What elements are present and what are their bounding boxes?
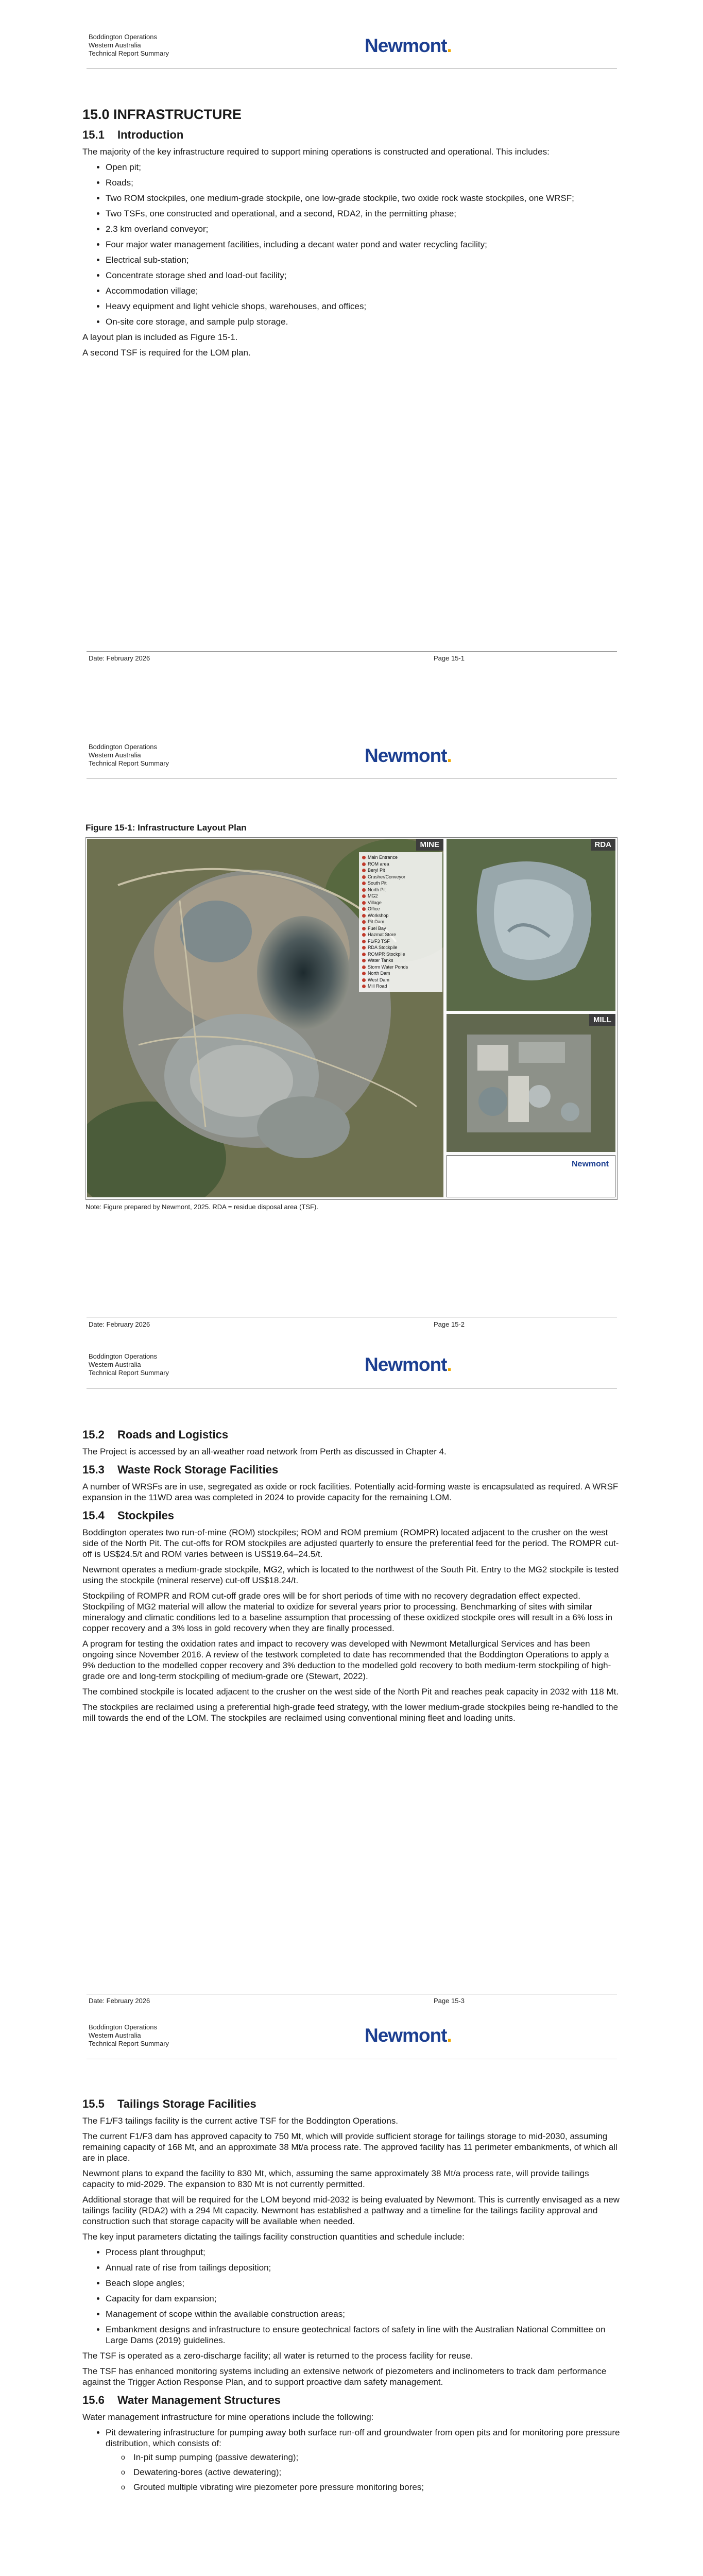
- list-item: • Two TSFs, one constructed and operational, and a second, RDA2, in the permitting phase;: [106, 208, 621, 219]
- paragraph: Additional storage that will be required for the LOM beyond mid-2032 is being evaluated by Newmont. This is currently envisaged as a new tailings facility (RDA2) with a 294 Mt capacity. Newmont has established a pathway and a timeline for the tailings facility approval and construction such that storage capacity will be available when needed.: [82, 2195, 620, 2226]
- paragraph: Boddington operates two run-of-mine (ROM) stockpiles; ROM and ROM premium (ROMPR) located adjacent to the crusher on the west side of the North Pit. The cut-offs for ROM stockpiles are adjusted quarterly to ensure the preferential feed for the period. The ROMPR cut-off is US$24.5/t and ROM varies between is US$19.64–24.5/t.: [82, 1528, 619, 1559]
- legend-entry: Workshop: [362, 912, 439, 919]
- mine-panel-label: MINE: [416, 839, 444, 851]
- list-item: • Two ROM stockpiles, one medium-grade stockpile, one low-grade stockpile, two oxide rock waste stockpiles, one WRSF;: [106, 193, 621, 204]
- paragraph: The TSF has enhanced monitoring systems including an extensive network of piezometers and inclinometers to track dam performance against the Trigger Action Response Plan, and to support proactive dam safety management.: [82, 2366, 607, 2387]
- mine-aerial-panel: [87, 839, 443, 1197]
- page-gap: [0, 667, 703, 673]
- paragraph: Stockpiling of ROMPR and ROM cut-off grade ores will be for short periods of time with no recovery degradation effect expected. Stockpiling of MG2 material will allow the material to oxidize for several years prior to processing. Benchmarking of sites with similar mineralogy and climatic conditions led to a baseline assumption that processing of these oxidized stockpile ores will result in a 6% loss in copper recovery and a 3% loss in gold recovery when they are finally processed.: [82, 1591, 613, 1633]
- paragraph: Newmont plans to expand the facility to 830 Mt, which, assuming the same approximately 38 Mt/a process rate, will provide tailings capacity to mid-2029. The expansion to 830 Mt is not currently permitted.: [82, 2168, 589, 2189]
- list-item: • Embankment designs and infrastructure to ensure geotechnical factors of safety in line with the Australian National Committee on Large Dams (2019) guidelines.: [106, 2324, 621, 2346]
- page-4: [0, 2015, 703, 2576]
- infrastructure-list: [82, 162, 621, 327]
- paragraph: A program for testing the oxidation rates and impact to recovery was developed with Newmont Metallurgical Services and has been ongoing since November 2016. A review of the testwork completed to date has recommended that the Boddington Operations to apply a 9% deduction to the modelled copper recovery and 3% deduction to the modelled gold recovery to both medium-term stockpiling of high-grade ore and long-term stockpiling of medium-grade ore (Stewart, 2022).: [82, 1639, 611, 1681]
- section-heading: 15.3 Waste Rock Storage Facilities: [82, 1463, 279, 1476]
- page-header: Boddington Operations Western Australia Technical Report Summary: [89, 33, 169, 57]
- page-1: [0, 0, 703, 667]
- list-item: • Concentrate storage shed and load-out facility;: [106, 270, 621, 281]
- page-number: Page 15-2: [434, 1320, 465, 1328]
- sub-list: [106, 2452, 621, 2493]
- legend-entry: Pit Dam: [362, 919, 439, 925]
- legend-entry: Storm Water Ponds: [362, 964, 439, 971]
- legend-entry: ROM area: [362, 861, 439, 868]
- paragraph: Water management infrastructure for mine operations include the following:: [82, 2412, 374, 2422]
- paragraph: A number of WRSFs are in use, segregated as oxide or rock facilities. Potentially acid-forming waste is encapsulated as required. A WRSF expansion in the 11WD area was completed in 2024 to provide capacity for the remaining LOM.: [82, 1482, 619, 1502]
- newmont-logo: Newmont.: [365, 1354, 452, 1375]
- footer-rule: [87, 651, 617, 652]
- page-3: [0, 1345, 703, 2009]
- paragraph: Newmont operates a medium-grade stockpile, MG2, which is located to the northwest of the South Pit. Entry to the MG2 stockpile is tested using the stockpile (mineral reserve) cut-off US$18.24/t.: [82, 1565, 619, 1585]
- section-heading: 15.5 Tailings Storage Facilities: [82, 2097, 256, 2110]
- legend-entry: Main Entrance: [362, 854, 439, 861]
- list-item: • Annual rate of rise from tailings deposition;: [106, 2262, 621, 2273]
- list-item: • Capacity for dam expansion;: [106, 2293, 621, 2304]
- sub-list-item: o Grouted multiple vibrating wire piezometer pore pressure monitoring bores;: [133, 2482, 621, 2493]
- section-heading: 15.2 Roads and Logistics: [82, 1428, 229, 1441]
- water-management-list: [82, 2427, 621, 2493]
- page-header: Boddington Operations Western Australia Technical Report Summary: [89, 743, 169, 767]
- mine-legend: [359, 852, 442, 992]
- legend-entry: Fuel Bay: [362, 925, 439, 932]
- paragraph: The Project is accessed by an all-weather road network from Perth as discussed in Chapter 4.: [82, 1447, 447, 1456]
- list-item: • Heavy equipment and light vehicle shops, warehouses, and offices;: [106, 301, 621, 312]
- list-item: • Roads;: [106, 177, 621, 188]
- rda-panel-label: RDA: [591, 839, 616, 851]
- mill-aerial-image: [447, 1014, 615, 1152]
- chapter-title: 15.0 INFRASTRUCTURE: [82, 107, 242, 122]
- infrastructure-layout-figure: [85, 837, 618, 1200]
- legend-entry: RDA Stockpile: [362, 944, 439, 951]
- rda-aerial-image: [447, 839, 615, 1011]
- footer-date: Date: February 2026: [89, 1997, 150, 2005]
- paragraph: The current F1/F3 dam has approved capacity to 750 Mt, which will provide sufficient storage for tailings storage to mid-2030, assuming remaining capacity of 168 Mt, and an approximate 38 Mt/a process rate. The approved facility has 11 perimeter embankments, of which all are in place.: [82, 2131, 618, 2163]
- page-body: [82, 109, 621, 363]
- footer-date: Date: February 2026: [89, 654, 150, 662]
- paragraph: The stockpiles are reclaimed using a preferential high-grade feed strategy, with the lower medium-grade stockpiles being re-handled to the mill towards the end of the LOM. The stockpiles are reclaimed using conventional mining fleet and loading units.: [82, 1702, 619, 1723]
- figure-title-block: [447, 1155, 615, 1197]
- legend-entry: North Dam: [362, 970, 439, 977]
- paragraph: A layout plan is included as Figure 15-1.: [82, 332, 238, 342]
- list-item: • Accommodation village;: [106, 285, 621, 296]
- list-item: • Four major water management facilities, including a decant water pond and water recycling facility;: [106, 239, 621, 250]
- section-heading: 15.4 Stockpiles: [82, 1509, 175, 1522]
- paragraph: The F1/F3 tailings facility is the current active TSF for the Boddington Operations.: [82, 2116, 398, 2126]
- list-item: • Process plant throughput;: [106, 2247, 621, 2258]
- legend-entry: F1/F3 TSF: [362, 938, 439, 945]
- legend-entry: Office: [362, 906, 439, 912]
- title-block-logo: Newmont: [572, 1160, 609, 1168]
- legend-entry: South Pit: [362, 880, 439, 887]
- paragraph: A second TSF is required for the LOM plan.: [82, 348, 251, 358]
- rda-aerial-panel: [447, 839, 615, 1011]
- newmont-logo: Newmont.: [365, 35, 452, 56]
- mill-aerial-panel: [447, 1014, 615, 1152]
- paragraph: The TSF is operated as a zero-discharge facility; all water is returned to the process facility for reuse.: [82, 2351, 473, 2361]
- list-item: • Beach slope angles;: [106, 2278, 621, 2289]
- page-body: [82, 1422, 621, 1728]
- page-gap: [0, 1338, 703, 1345]
- figure-note: Note: Figure prepared by Newmont, 2025. RDA = residue disposal area (TSF).: [85, 1203, 318, 1211]
- list-item: • Management of scope within the available construction areas;: [106, 2309, 621, 2319]
- sub-list-item: o In-pit sump pumping (passive dewatering);: [133, 2452, 621, 2463]
- legend-entry: Beryl Pit: [362, 867, 439, 874]
- newmont-logo: Newmont.: [365, 745, 452, 766]
- legend-entry: West Dam: [362, 977, 439, 984]
- page-number: Page 15-3: [434, 1997, 465, 2005]
- section-heading: 15.6 Water Management Structures: [82, 2394, 281, 2406]
- paragraph: The key input parameters dictating the tailings facility construction quantities and schedule include:: [82, 2232, 465, 2242]
- paragraph: The combined stockpile is located adjacent to the crusher on the west side of the North Pit and reaches peak capacity in 2032 with 118 Mt.: [82, 1687, 619, 1697]
- section-heading: 15.1 Introduction: [82, 128, 184, 141]
- page-header: Boddington Operations Western Australia Technical Report Summary: [89, 1352, 169, 1377]
- parameter-list: [82, 2247, 621, 2346]
- footer-date: Date: February 2026: [89, 1320, 150, 1328]
- list-item: • 2.3 km overland conveyor;: [106, 224, 621, 234]
- page-body: [82, 2091, 621, 2497]
- paragraph: The majority of the key infrastructure required to support mining operations is constructed and operational. This includes:: [82, 147, 550, 157]
- list-item: • Electrical sub-station;: [106, 255, 621, 265]
- mill-panel-label: MILL: [589, 1014, 615, 1026]
- page-gap: [0, 2009, 703, 2015]
- page-number: Page 15-1: [434, 654, 465, 662]
- figure-title: Figure 15-1: Infrastructure Layout Plan: [85, 823, 247, 833]
- legend-entry: Water Tanks: [362, 957, 439, 964]
- legend-entry: MG2: [362, 893, 439, 900]
- sub-list-item: o Dewatering-bores (active dewatering);: [133, 2467, 621, 2478]
- legend-entry: Mill Road: [362, 983, 439, 990]
- legend-entry: Hazmat Store: [362, 931, 439, 938]
- list-item: • Pit dewatering infrastructure for pumping away both surface run-off and groundwater from open pits and for monitoring pore pressure distribution, which consists of: o In-pit sump pumping (passive dewatering); o Dewatering-bores (active dewatering); o Grouted multiple vibrating wire piezometer pore pressure monitoring bores;: [106, 2427, 621, 2493]
- list-item: • Open pit;: [106, 162, 621, 173]
- legend-entry: ROMPR Stockpile: [362, 951, 439, 958]
- page-header: Boddington Operations Western Australia Technical Report Summary: [89, 2023, 169, 2047]
- legend-entry: North Pit: [362, 887, 439, 893]
- list-item: • On-site core storage, and sample pulp storage.: [106, 316, 621, 327]
- legend-entry: Crusher/Conveyor: [362, 874, 439, 880]
- newmont-logo: Newmont.: [365, 2025, 452, 2046]
- legend-entry: Village: [362, 900, 439, 906]
